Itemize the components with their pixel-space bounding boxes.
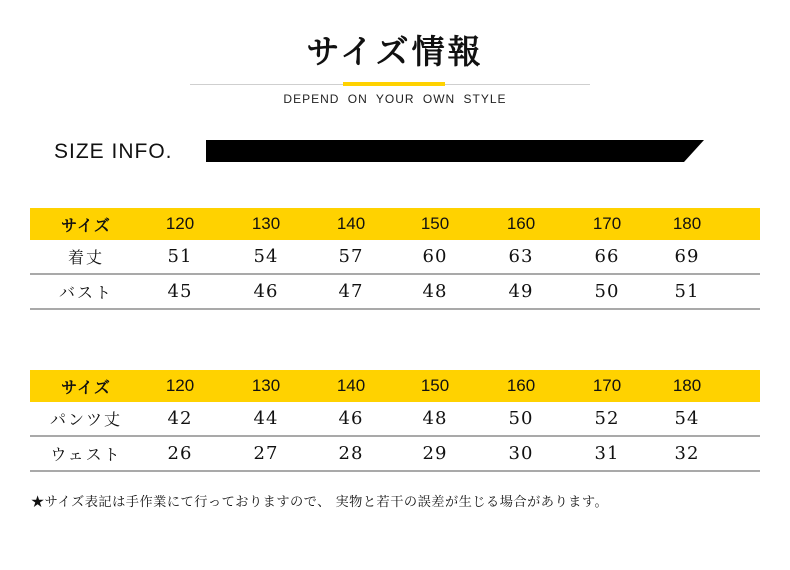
table-cell: 48	[422, 408, 448, 429]
table-cell: 45	[167, 281, 193, 302]
table-cell: 66	[594, 246, 620, 267]
size-info-bar	[206, 140, 704, 162]
header-size-cell: 130	[251, 214, 281, 233]
table-cell: 69	[674, 246, 700, 267]
header-size-cell: 130	[251, 376, 281, 395]
row-label: バスト	[58, 283, 113, 302]
header-size-cell: 180	[672, 214, 702, 233]
table-cell: 30	[508, 443, 534, 464]
size-info-bar-shape	[206, 140, 704, 162]
table-row	[30, 240, 760, 275]
row-label: 着丈	[67, 248, 104, 267]
header-label: サイズ	[61, 215, 111, 235]
table-header-row	[30, 370, 760, 402]
table-cell: 57	[338, 246, 364, 267]
table-cell: 32	[674, 443, 700, 464]
table-row	[30, 437, 760, 472]
size-info-label: SIZE INFO.	[54, 140, 173, 163]
header-size-cell: 170	[592, 376, 622, 395]
table-row	[30, 402, 760, 437]
table-cell: 31	[594, 443, 620, 464]
table-cell: 44	[253, 408, 279, 429]
row-label: ウェスト	[50, 445, 122, 464]
header-size-cell: 150	[420, 376, 450, 395]
table-cell: 54	[674, 408, 700, 429]
table-cell: 63	[508, 246, 534, 267]
table-header-row	[30, 208, 760, 240]
table-cell: 47	[338, 281, 364, 302]
table-cell: 51	[167, 246, 193, 267]
table-cell: 54	[253, 246, 279, 267]
table-cell: 42	[167, 408, 193, 429]
header-size-cell: 170	[592, 214, 622, 233]
bottoms-size-table	[30, 370, 760, 472]
measurement-note: ★サイズ表記は手作業にて行っておりますので、 実物と若干の誤差が生じる場合があります。	[31, 495, 609, 510]
header-size-cell: 120	[165, 376, 195, 395]
row-label: パンツ丈	[49, 410, 122, 429]
table-cell: 60	[422, 246, 448, 267]
table-cell: 28	[338, 443, 364, 464]
table-cell: 48	[422, 281, 448, 302]
header-size-cell: 160	[506, 214, 536, 233]
tops-size-table	[30, 208, 760, 310]
table-cell: 26	[167, 443, 193, 464]
table-cell: 49	[508, 281, 534, 302]
table-cell: 29	[422, 443, 448, 464]
header-size-cell: 160	[506, 376, 536, 395]
header-size-cell: 180	[672, 376, 702, 395]
page-title: サイズ情報	[306, 32, 484, 71]
table-row	[30, 275, 760, 310]
table-cell: 27	[253, 443, 279, 464]
title-accent-bar	[343, 82, 445, 86]
page-subtitle: DEPEND ON YOUR OWN STYLE	[283, 92, 507, 106]
table-cell: 52	[594, 408, 620, 429]
header-label: サイズ	[61, 377, 111, 397]
header-size-cell: 150	[420, 214, 450, 233]
table-cell: 46	[253, 281, 279, 302]
header-size-cell: 140	[336, 376, 366, 395]
table-cell: 50	[508, 408, 534, 429]
table-cell: 50	[594, 281, 620, 302]
table-cell: 46	[338, 408, 364, 429]
table-cell: 51	[674, 281, 700, 302]
header-size-cell: 140	[336, 214, 366, 233]
header-size-cell: 120	[165, 214, 195, 233]
